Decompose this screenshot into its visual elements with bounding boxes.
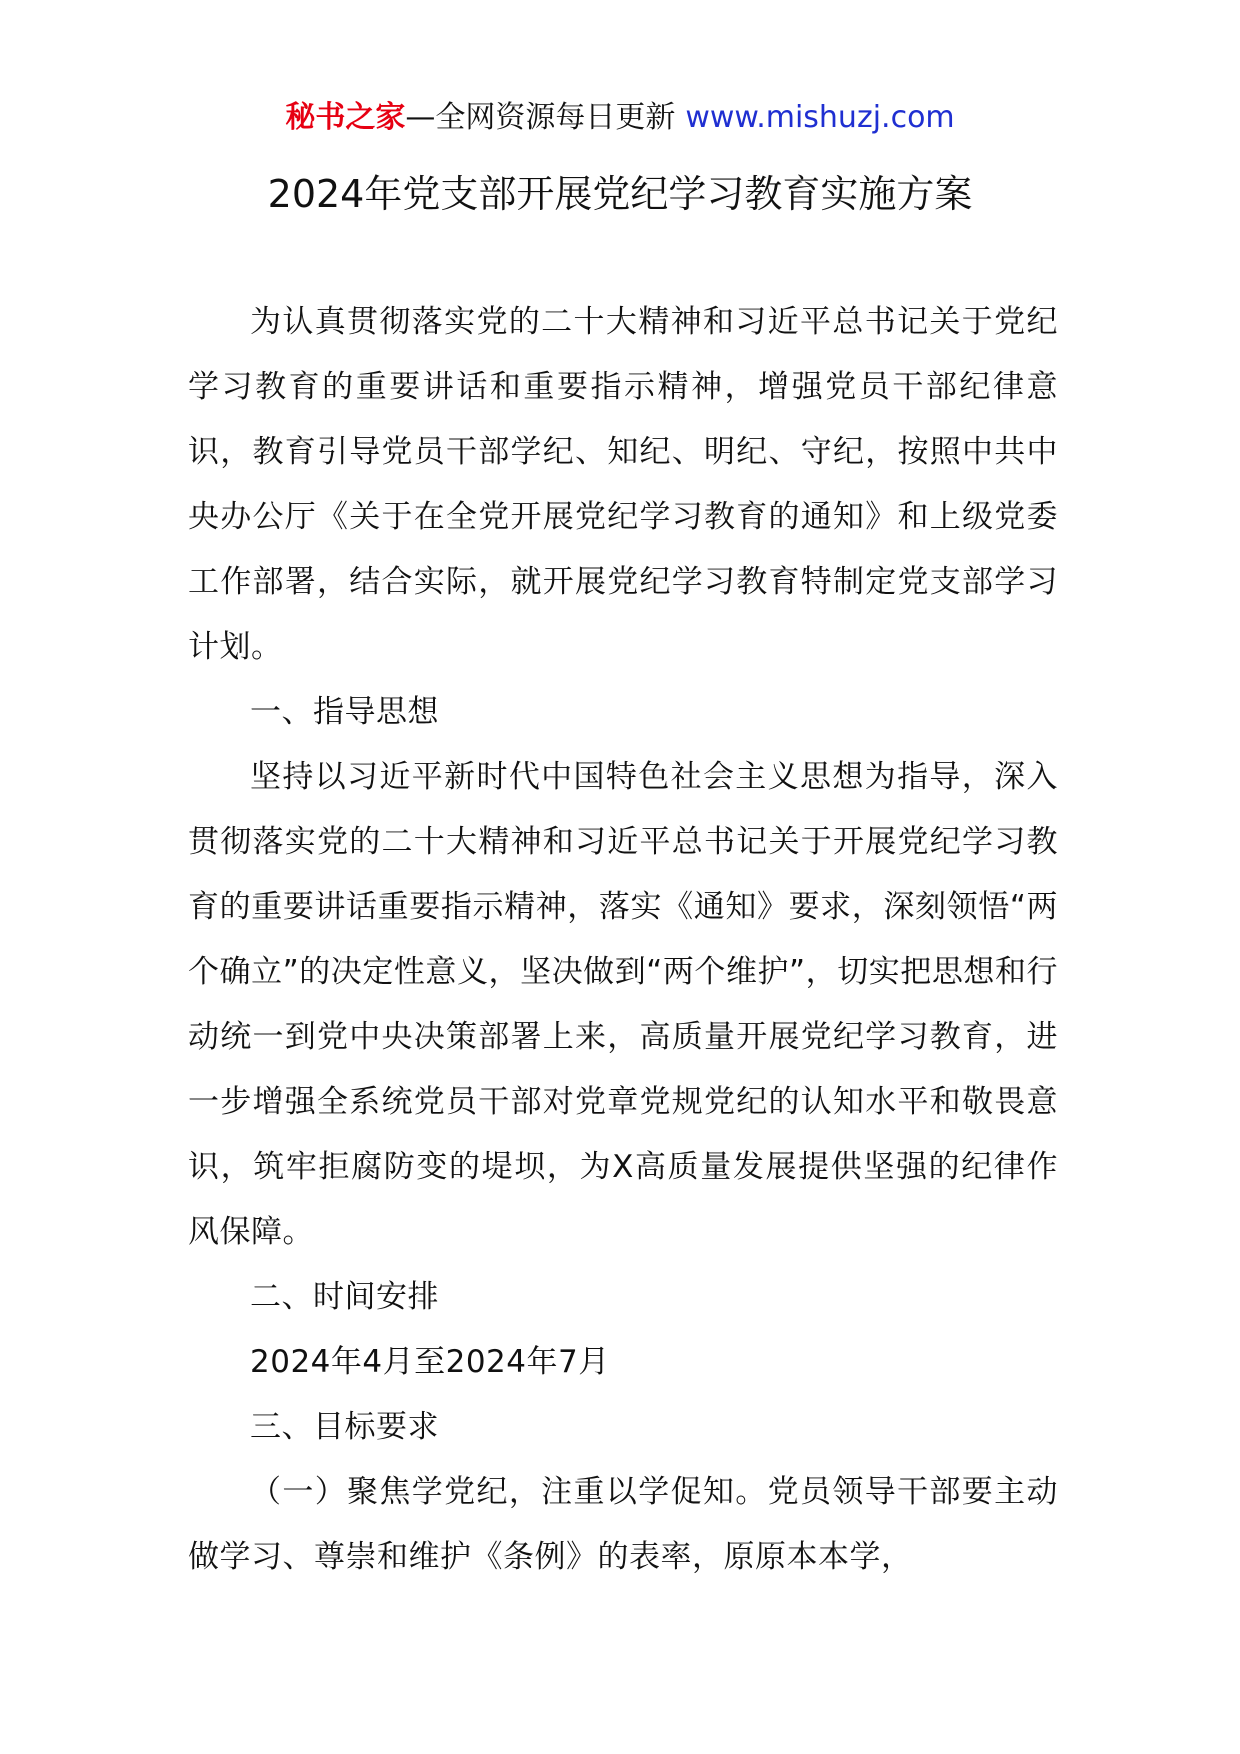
document-body bbox=[188, 290, 1058, 1590]
guiding-thought-paragraph: 坚持以习近平新时代中国特色社会主义思想为指导，深入贯彻落实党的二十大精神和习近平总书记关于开展党纪学习教育的重要讲话重要指示精神，落实《通知》要求，深刻领悟“两个确立”的决定性意义，坚决做到“两个维护”，切实把思想和行动统一到党中央决策部署上来，高质量开展党纪学习教育，进一步增强全系统党员干部对党章党规党纪的认知水平和敬畏意识，筑牢拒腐防变的堤坝，为X高质量发展提供坚强的纪律作风保障。 bbox=[188, 759, 1058, 1250]
section-heading-guiding-thought: 一、指导思想 bbox=[250, 694, 439, 730]
section-heading-schedule: 二、时间安排 bbox=[250, 1279, 439, 1315]
site-header bbox=[0, 98, 1240, 138]
schedule-paragraph: 2024年4月至2024年7月 bbox=[250, 1344, 610, 1380]
section-heading-goals: 三、目标要求 bbox=[250, 1409, 439, 1445]
document-title: 2024年党支部开展党纪学习教育实施方案 bbox=[267, 172, 973, 216]
site-tagline: —全网资源每日更新 bbox=[405, 100, 676, 135]
site-url-link[interactable]: www.mishuzj.com bbox=[685, 100, 955, 135]
intro-paragraph: 为认真贯彻落实党的二十大精神和习近平总书记关于党纪学习教育的重要讲话和重要指示精神，增强党员干部纪律意识，教育引导党员干部学纪、知纪、明纪、守纪，按照中共中央办公厅《关于在全党开展党纪学习教育的通知》和上级党委工作部署，结合实际，就开展党纪学习教育特制定党支部学习计划。 bbox=[188, 304, 1058, 665]
goals-paragraph: （一）聚焦学党纪，注重以学促知。党员领导干部要主动做学习、尊崇和维护《条例》的表率，原原本本学， bbox=[188, 1474, 1058, 1575]
site-brand: 秘书之家 bbox=[285, 100, 406, 135]
